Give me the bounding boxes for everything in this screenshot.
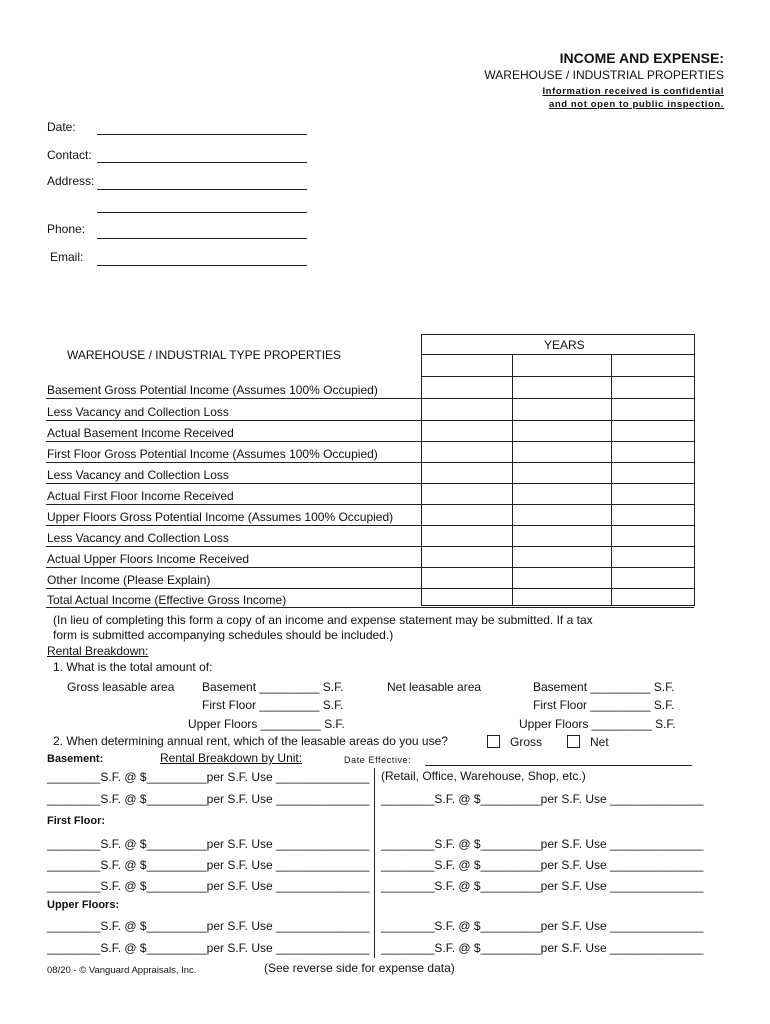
table-row-rule: [46, 504, 694, 505]
unit-column-divider: [374, 768, 375, 958]
first-floor-unit-line[interactable]: ________S.F. @ $_________per S.F. Use ______________: [47, 837, 370, 851]
contact-field[interactable]: [97, 162, 307, 163]
table-row-rule: [46, 398, 694, 399]
first-floor-unit-line[interactable]: ________S.F. @ $_________per S.F. Use ______________: [381, 837, 704, 851]
years-subheader-rule: [421, 376, 694, 377]
net-option-label: Net: [590, 735, 609, 749]
gross-first-floor[interactable]: First Floor _________ S.F.: [202, 698, 344, 712]
first-floor-unit-line[interactable]: ________S.F. @ $_________per S.F. Use ______________: [47, 879, 370, 893]
basement-unit-line[interactable]: ________S.F. @ $_________per S.F. Use ______________: [47, 770, 370, 784]
table-row-label: Actual Basement Income Received: [47, 426, 234, 440]
date-field[interactable]: [97, 134, 307, 135]
net-upper-floors[interactable]: Upper Floors _________ S.F.: [519, 717, 676, 731]
gross-basement[interactable]: Basement _________ S.F.: [202, 680, 344, 694]
first-floor-unit-line[interactable]: ________S.F. @ $_________per S.F. Use ______________: [381, 879, 704, 893]
reverse-side-note: (See reverse side for expense data): [264, 961, 455, 975]
gross-checkbox[interactable]: [487, 735, 500, 748]
upper-floors-section-label: Upper Floors:: [47, 899, 120, 911]
question-2: 2. When determining annual rent, which of the leasable areas do you use?: [53, 734, 448, 748]
net-area-label: Net leasable area: [387, 680, 482, 694]
upper-floors-unit-line[interactable]: ________S.F. @ $_________per S.F. Use ______________: [47, 919, 370, 933]
table-row-label: Less Vacancy and Collection Loss: [47, 468, 229, 482]
address-field-2[interactable]: [97, 212, 307, 213]
first-floor-section-label: First Floor:: [47, 815, 106, 827]
years-grid: [421, 334, 695, 606]
note-line1: (In lieu of completing this form a copy of an income and expense statement may be submitted. If a tax: [53, 613, 593, 627]
address-field-1[interactable]: [97, 189, 307, 190]
email-label: Email:: [50, 250, 84, 264]
table-row-label: Upper Floors Gross Potential Income (Assumes 100% Occupied): [47, 510, 394, 524]
net-checkbox[interactable]: [567, 735, 580, 748]
net-first-floor[interactable]: First Floor _________ S.F.: [533, 698, 675, 712]
table-heading: WAREHOUSE / INDUSTRIAL TYPE PROPERTIES: [67, 348, 342, 362]
basement-unit-line[interactable]: ________S.F. @ $_________per S.F. Use ______________: [381, 792, 704, 806]
upper-floors-unit-line[interactable]: ________S.F. @ $_________per S.F. Use ______________: [47, 941, 370, 955]
years-label: YEARS: [544, 338, 585, 352]
table-row-label: Other Income (Please Explain): [47, 573, 211, 587]
table-row-rule: [46, 546, 694, 547]
form-subtitle: WAREHOUSE / INDUSTRIAL PROPERTIES: [484, 68, 724, 82]
net-basement[interactable]: Basement _________ S.F.: [533, 680, 675, 694]
gross-option-label: Gross: [510, 735, 543, 749]
table-row-rule: [46, 462, 694, 463]
basement-section-label: Basement:: [47, 753, 104, 765]
first-floor-unit-line[interactable]: ________S.F. @ $_________per S.F. Use ______________: [381, 858, 704, 872]
table-row-label: Less Vacancy and Collection Loss: [47, 405, 229, 419]
contact-label: Contact:: [47, 148, 92, 162]
date-label: Date:: [47, 120, 76, 134]
table-row-rule: [46, 567, 694, 568]
first-floor-unit-line[interactable]: ________S.F. @ $_________per S.F. Use ______________: [47, 858, 370, 872]
date-effective-field[interactable]: [425, 765, 692, 766]
gross-upper-floors[interactable]: Upper Floors _________ S.F.: [188, 717, 345, 731]
upper-floors-unit-line[interactable]: ________S.F. @ $_________per S.F. Use ______________: [381, 941, 704, 955]
upper-floors-unit-line[interactable]: ________S.F. @ $_________per S.F. Use ______________: [381, 919, 704, 933]
confidential-notice-line2: and not open to public inspection.: [548, 99, 724, 110]
table-row-rule: [46, 420, 694, 421]
table-row-rule: [46, 607, 694, 608]
table-row-rule: [46, 525, 694, 526]
table-row-label: Actual Upper Floors Income Received: [47, 552, 250, 566]
years-header-rule: [421, 354, 694, 355]
copyright-footer: 08/20 - © Vanguard Appraisals, Inc.: [47, 965, 197, 976]
phone-label: Phone:: [47, 222, 86, 236]
table-row-rule: [46, 483, 694, 484]
table-row-label: First Floor Gross Potential Income (Assumes 100% Occupied): [47, 447, 378, 461]
use-type-note: (Retail, Office, Warehouse, Shop, etc.): [381, 769, 586, 783]
basement-unit-line[interactable]: ________S.F. @ $_________per S.F. Use ______________: [47, 792, 370, 806]
table-row-label: Less Vacancy and Collection Loss: [47, 531, 229, 545]
email-field[interactable]: [97, 265, 307, 266]
question-1: 1. What is the total amount of:: [53, 660, 213, 674]
table-row-label: Actual First Floor Income Received: [47, 489, 234, 503]
date-effective-label: Date Effective:: [344, 755, 412, 765]
table-row-label: Total Actual Income (Effective Gross Income): [47, 593, 287, 607]
address-label: Address:: [47, 174, 95, 188]
table-row-label: Basement Gross Potential Income (Assumes 100% Occupied): [47, 383, 378, 397]
note-line2: form is submitted accompanying schedules should be included.): [53, 628, 394, 642]
rental-heading: Rental Breakdown:: [47, 644, 149, 658]
gross-area-label: Gross leasable area: [67, 680, 175, 694]
form-title: INCOME AND EXPENSE:: [559, 50, 724, 66]
table-row-rule: [46, 588, 694, 589]
confidential-notice-line1: Information received is confidential: [542, 86, 724, 97]
phone-field[interactable]: [97, 238, 307, 239]
by-unit-heading: Rental Breakdown by Unit:: [160, 751, 303, 765]
table-row-rule: [46, 441, 694, 442]
